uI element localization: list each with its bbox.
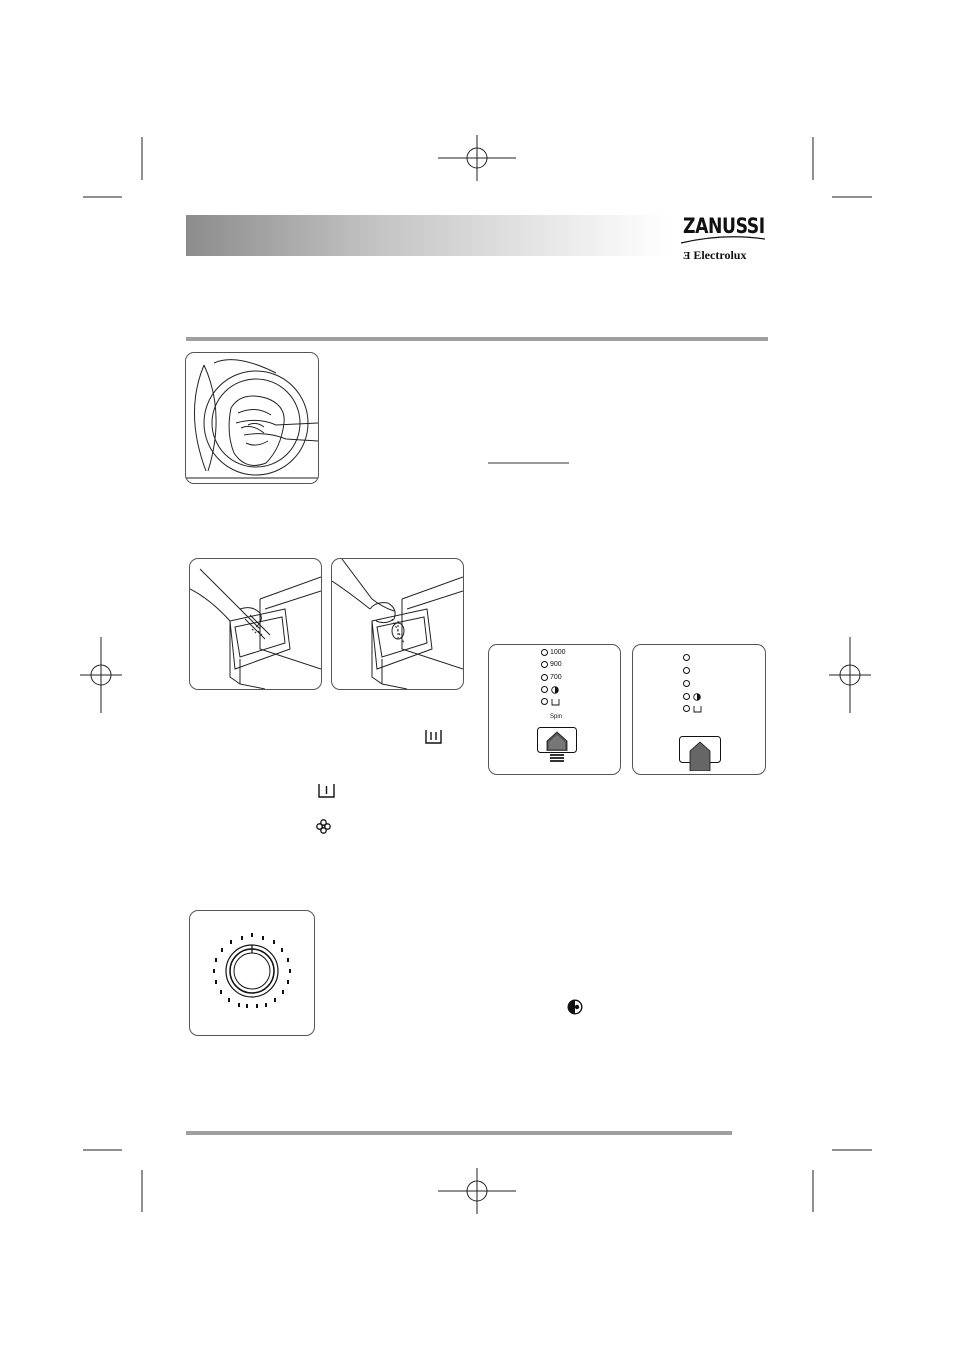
option-button[interactable]	[679, 736, 721, 771]
indicator-light	[541, 686, 548, 693]
programme-dial-illustration	[189, 910, 315, 1036]
brand-logo	[683, 214, 773, 263]
spin-control-panel-1	[488, 644, 621, 775]
spin-button-label: Spin	[550, 714, 563, 720]
half-moon-icon	[567, 999, 583, 1015]
detergent-drawer-illustration-2	[331, 558, 464, 690]
brand-name: ZANUSSI	[683, 214, 765, 238]
double-bar-icon	[425, 729, 442, 744]
detergent-drawer-illustration-1	[189, 558, 322, 690]
electrolux-logo-icon: Ǝ	[683, 250, 691, 262]
tub-icon	[551, 698, 560, 706]
spin-speed-label: 1000	[550, 649, 566, 656]
indicator-light	[541, 649, 548, 656]
bottom-divider	[186, 1131, 732, 1135]
loading-laundry-illustration	[185, 352, 319, 484]
top-divider	[186, 337, 768, 341]
indicator-light	[683, 667, 690, 674]
indicator-light	[683, 680, 690, 687]
spin-control-panel-2	[632, 644, 766, 775]
single-bar-icon	[318, 783, 335, 798]
indicator-light	[541, 698, 548, 705]
brand-swoosh	[679, 235, 767, 245]
tub-icon	[693, 705, 702, 713]
header-gradient-bar	[186, 215, 668, 256]
sub-brand: Ǝ Electrolux	[683, 248, 747, 262]
indicator-light	[541, 674, 548, 681]
spin-button[interactable]	[537, 727, 577, 763]
half-moon-icon	[551, 686, 559, 694]
indicator-light	[683, 654, 690, 661]
indicator-light	[541, 661, 548, 668]
flower-icon	[316, 819, 331, 834]
indicator-light	[683, 705, 690, 712]
indicator-light	[683, 693, 690, 700]
heading-underline	[488, 462, 569, 464]
spin-speed-label: 700	[550, 674, 562, 681]
half-moon-icon	[693, 693, 701, 701]
spin-speed-label: 900	[550, 661, 562, 668]
